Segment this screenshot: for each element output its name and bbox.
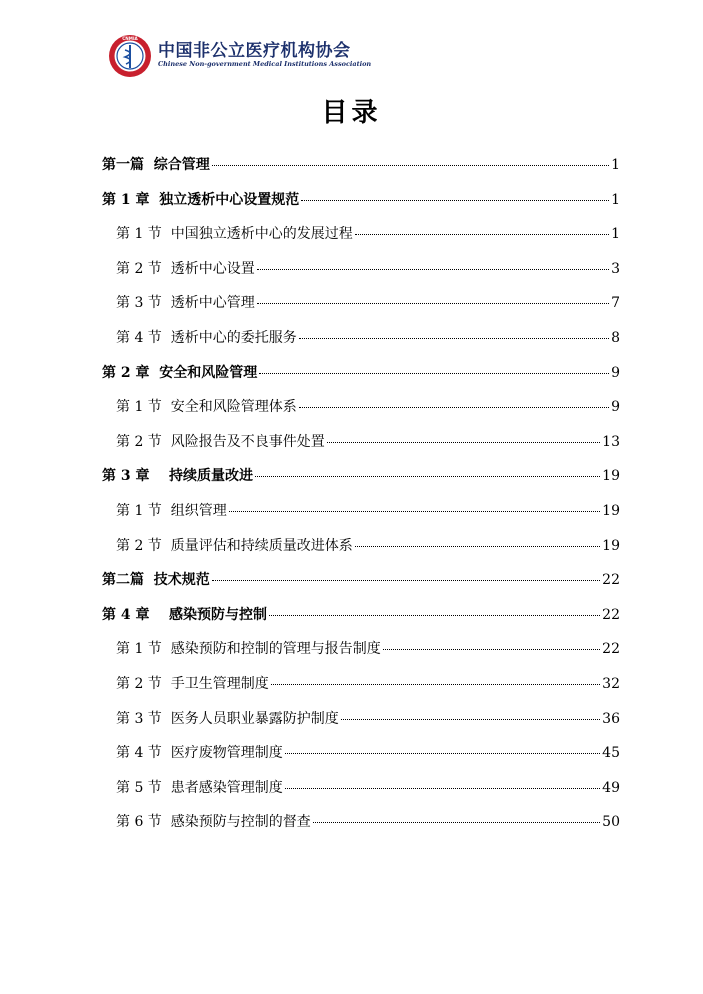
toc-page-number: 8 (611, 329, 620, 346)
toc-page-number: 32 (602, 675, 620, 692)
toc-page-number: 19 (602, 468, 620, 485)
toc-entry-label: 第 3 章 持续质量改进 (102, 468, 253, 485)
toc-entry-label: 第 1 节 中国独立透析中心的发展过程 (116, 226, 353, 243)
association-logo (108, 34, 152, 78)
toc-page-number: 22 (602, 606, 620, 623)
toc-page-number: 3 (611, 260, 620, 277)
toc-entry-label: 第 2 节 透析中心设置 (116, 260, 255, 277)
toc-dot-leader (355, 234, 609, 235)
toc-section-entry[interactable] (102, 217, 620, 252)
logo-text: CNMIA (122, 36, 138, 41)
toc-page-number: 50 (602, 814, 620, 831)
toc-section-entry[interactable] (102, 321, 620, 356)
toc-section-entry[interactable] (102, 494, 620, 529)
toc-section-entry[interactable] (102, 632, 620, 667)
toc-entry-label: 第 4 章 感染预防与控制 (102, 606, 267, 623)
toc-section-entry[interactable] (102, 252, 620, 287)
toc-section-entry[interactable] (102, 390, 620, 425)
toc-page-number: 22 (602, 641, 620, 658)
toc-dot-leader (269, 615, 600, 616)
toc-dot-leader (257, 269, 609, 270)
toc-part-entry[interactable] (102, 148, 620, 183)
toc-section-entry[interactable] (102, 736, 620, 771)
toc-entry-label: 第 5 节 患者感染管理制度 (116, 779, 283, 796)
toc-page-number: 19 (602, 537, 620, 554)
toc-entry-label: 第 2 节 质量评估和持续质量改进体系 (116, 537, 353, 554)
page-title: 目录 (321, 98, 382, 128)
toc-dot-leader (383, 649, 600, 650)
toc-entry-label: 第 1 节 组织管理 (116, 502, 227, 519)
toc-section-entry[interactable] (102, 702, 620, 737)
toc-dot-leader (259, 373, 609, 374)
toc-section-entry[interactable] (102, 805, 620, 840)
toc-section-entry[interactable] (102, 529, 620, 564)
toc-dot-leader (299, 338, 609, 339)
toc-chapter-entry[interactable] (102, 598, 620, 633)
toc-dot-leader (257, 303, 609, 304)
toc-entry-label: 第一篇 综合管理 (102, 157, 210, 173)
toc-entry-label: 第 3 节 透析中心管理 (116, 295, 255, 312)
toc-dot-leader (271, 684, 600, 685)
table-of-contents (102, 148, 620, 840)
org-name-english: Chinese Non-government Medical Institutions Association (158, 60, 372, 68)
toc-page-number: 7 (611, 295, 620, 312)
toc-page-number: 36 (602, 710, 620, 727)
toc-section-entry[interactable] (102, 425, 620, 460)
toc-dot-leader (212, 580, 600, 581)
toc-dot-leader (212, 165, 609, 166)
toc-dot-leader (301, 200, 609, 201)
toc-entry-label: 第 1 节 感染预防和控制的管理与报告制度 (116, 641, 381, 658)
toc-page-number: 1 (611, 191, 620, 208)
org-name-chinese: 中国非公立医疗机构协会 (158, 41, 351, 61)
toc-dot-leader (341, 719, 600, 720)
toc-dot-leader (229, 511, 600, 512)
toc-chapter-entry[interactable] (102, 459, 620, 494)
toc-entry-label: 第 4 节 透析中心的委托服务 (116, 329, 297, 346)
toc-page-number: 9 (611, 364, 620, 381)
toc-page-number: 9 (611, 399, 620, 416)
toc-dot-leader (285, 788, 600, 789)
toc-page-number: 1 (611, 226, 620, 243)
toc-entry-label: 第 2 节 风险报告及不良事件处置 (116, 433, 325, 450)
toc-dot-leader (355, 546, 600, 547)
toc-chapter-entry[interactable] (102, 183, 620, 218)
toc-part-entry[interactable] (102, 563, 620, 598)
toc-entry-label: 第 2 章 安全和风险管理 (102, 364, 258, 381)
toc-entry-label: 第二篇 技术规范 (102, 572, 210, 589)
toc-entry-label: 第 1 章 独立透析中心设置规范 (102, 191, 300, 208)
toc-page-number: 49 (602, 779, 620, 796)
toc-dot-leader (299, 407, 609, 408)
toc-entry-label: 第 6 节 感染预防与控制的督查 (116, 814, 311, 831)
toc-dot-leader (255, 476, 600, 477)
toc-entry-label: 第 4 节 医疗废物管理制度 (116, 745, 283, 762)
toc-page-number: 22 (602, 572, 620, 589)
toc-page-number: 1 (611, 157, 620, 173)
toc-entry-label: 第 1 节 安全和风险管理体系 (116, 399, 297, 416)
toc-section-entry[interactable] (102, 771, 620, 806)
toc-section-entry[interactable] (102, 286, 620, 321)
toc-section-entry[interactable] (102, 667, 620, 702)
toc-dot-leader (313, 822, 600, 823)
toc-chapter-entry[interactable] (102, 356, 620, 391)
toc-page-number: 13 (602, 433, 620, 450)
toc-entry-label: 第 2 节 手卫生管理制度 (116, 675, 269, 692)
toc-dot-leader (327, 442, 600, 443)
toc-page-number: 19 (602, 502, 620, 519)
toc-entry-label: 第 3 节 医务人员职业暴露防护制度 (116, 710, 339, 727)
toc-page-number: 45 (602, 745, 620, 762)
toc-dot-leader (285, 753, 600, 754)
